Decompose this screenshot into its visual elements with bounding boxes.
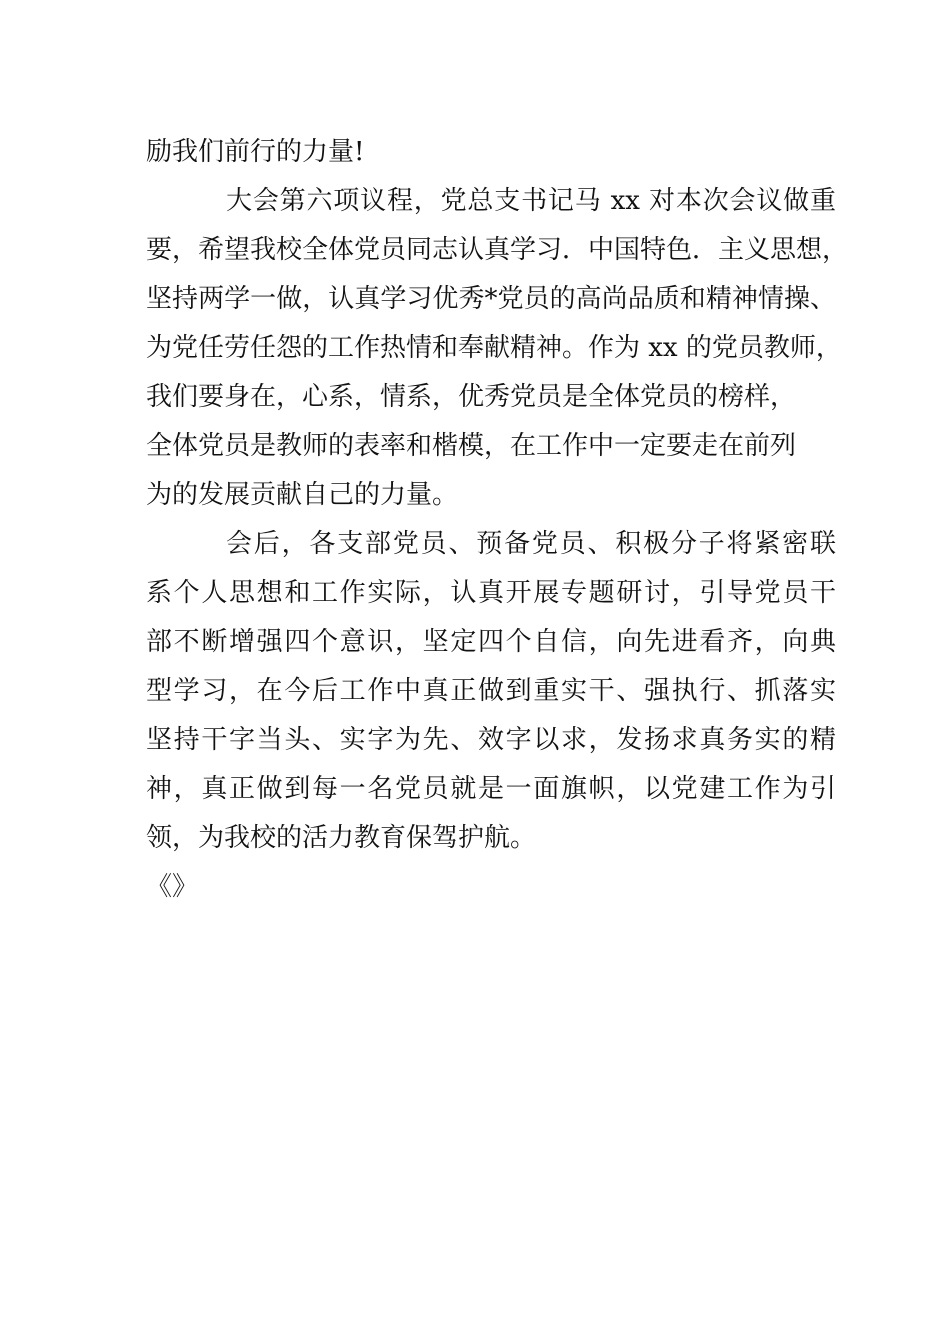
text-line: 坚持两学一做，认真学习优秀*党员的高尚品质和精神情操、 <box>146 284 836 314</box>
text-line: 领，为我校的活力教育保驾护航。 <box>146 823 537 853</box>
text-line: 励我们前行的力量! <box>146 137 365 167</box>
paragraph-4 <box>146 863 836 912</box>
paragraph-1 <box>146 128 836 177</box>
text-line: 型学习，在今后工作中真正做到重实干、强执行、抓落实 <box>146 676 836 706</box>
text-line: 大会第六项议程，党总支书记马 xx 对本次会议做重 <box>226 186 836 216</box>
paragraph-2 <box>146 177 849 520</box>
document-body <box>146 128 849 912</box>
text-line: 为的发展贡献自己的力量。 <box>146 480 459 510</box>
text-line: 神，真正做到每一名党员就是一面旗帜，以党建工作为引 <box>146 774 836 804</box>
text-line: 我们要身在，心系，情系，优秀党员是全体党员的榜样， <box>146 382 797 412</box>
paragraph-3 <box>146 520 836 863</box>
text-line: 会后，各支部党员、预备党员、积极分子将紧密联 <box>226 529 836 559</box>
text-line: 全体党员是教师的表率和楷模，在工作中一定要走在前列 <box>146 431 797 461</box>
text-line: 部不断增强四个意识，坚定四个自信，向先进看齐，向典 <box>146 627 836 657</box>
text-line: 要，希望我校全体党员同志认真学习．中国特色．主义思想， <box>146 235 849 265</box>
text-line: 系个人思想和工作实际，认真开展专题研讨，引导党员干 <box>146 578 836 608</box>
text-line: 坚持干字当头、实字为先、效字以求，发扬求真务实的精 <box>146 725 836 755</box>
text-line: 为党任劳任怨的工作热情和奉献精神。作为 xx 的党员教师， <box>146 333 842 363</box>
text-line: 《》 <box>146 872 199 902</box>
